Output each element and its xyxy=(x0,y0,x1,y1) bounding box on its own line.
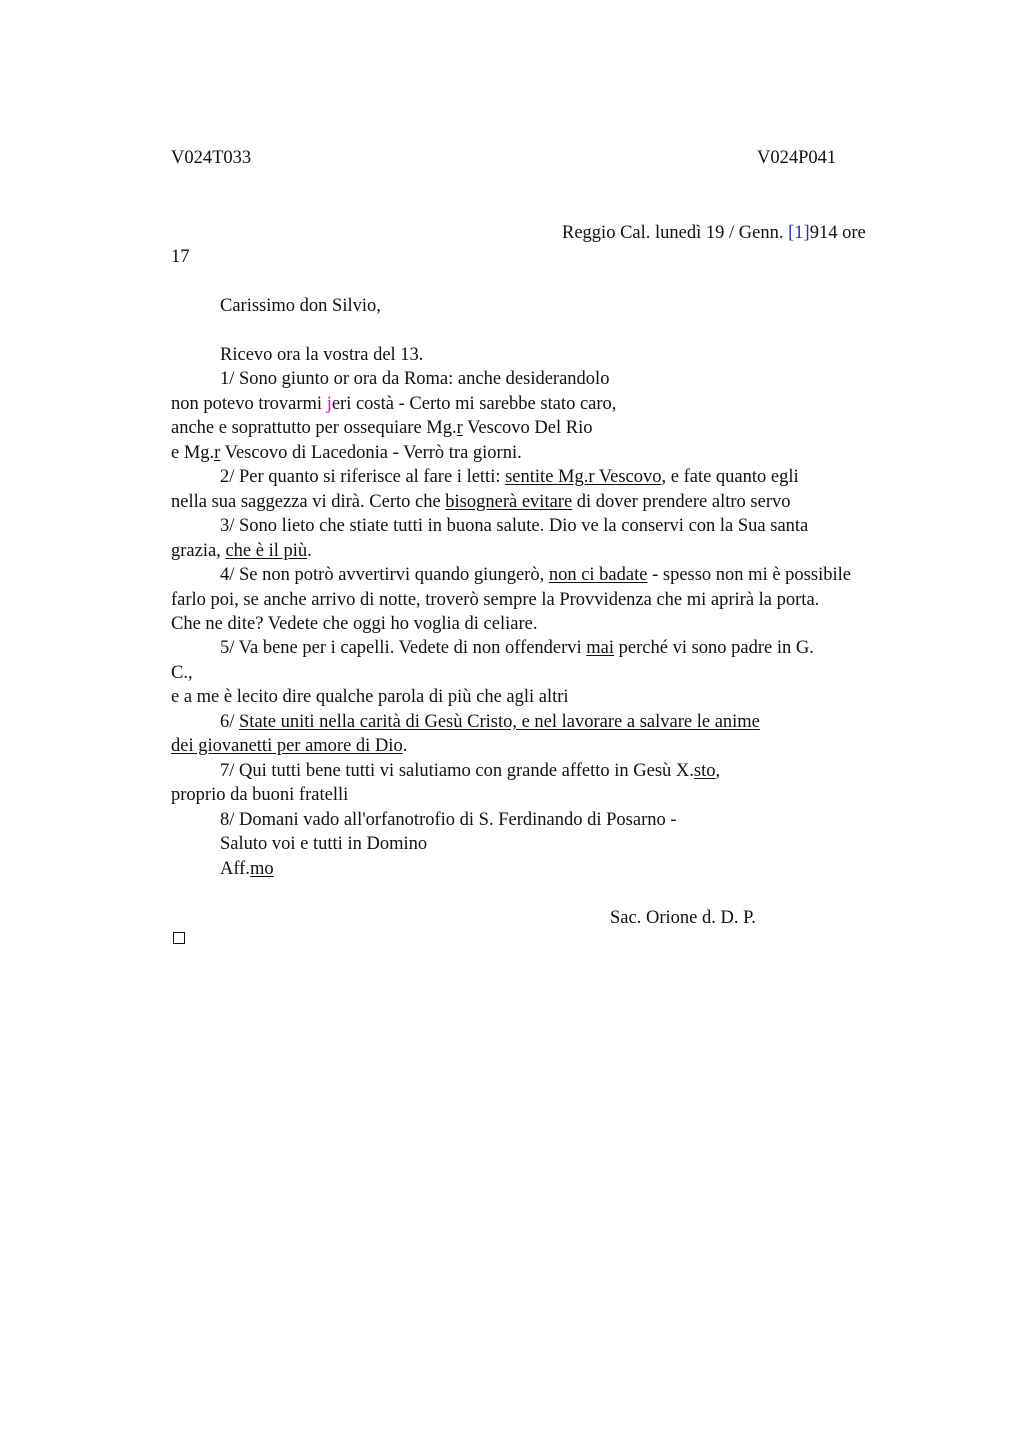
point-2-line-1: 2/ Per quanto si riferisce al fare i letti: sentite Mg.r Vescovo, e fate quanto egli xyxy=(220,467,799,487)
point-5-line-2: C., xyxy=(171,663,193,683)
dateline-hour: 17 xyxy=(171,247,190,267)
point-6-line-2: dei giovanetti per amore di Dio. xyxy=(171,736,408,756)
point-3-line-2: grazia, che è il più. xyxy=(171,541,312,561)
point-1-line-4: e Mg.r Vescovo di Lacedonia - Verrò tra giorni. xyxy=(171,443,522,463)
salutation: Carissimo don Silvio, xyxy=(220,296,381,316)
end-marker-square xyxy=(173,932,185,944)
archive-code-left: V024T033 xyxy=(171,148,252,168)
point-2-line-2: nella sua saggezza vi dirà. Certo che bisognerà evitare di dover prendere altro servo xyxy=(171,492,791,512)
point-3-line-1: 3/ Sono lieto che stiate tutti in buona salute. Dio ve la conservi con la Sua santa xyxy=(220,516,809,536)
point-1-line-2: non potevo trovarmi jeri costà - Certo mi sarebbe stato caro, xyxy=(171,394,617,414)
dateline: Reggio Cal. lunedì 19 / Genn. [1]914 ore xyxy=(562,223,866,243)
point-6-line-1: 6/ State uniti nella carità di Gesù Cristo, e nel lavorare a salvare le anime xyxy=(220,712,760,732)
point-5-line-1: 5/ Va bene per i capelli. Vedete di non offendervi mai perché vi sono padre in G. xyxy=(220,638,814,658)
point-4-line-1: 4/ Se non potrò avvertirvi quando giungerò, non ci badate - spesso non mi è possibile xyxy=(220,565,851,585)
point-1-line-1: 1/ Sono giunto or ora da Roma: anche desiderandolo xyxy=(220,369,610,389)
greeting-line: Saluto voi e tutti in Domino xyxy=(220,834,428,854)
archive-code-right: V024P041 xyxy=(757,148,837,168)
point-7-line-2: proprio da buoni fratelli xyxy=(171,785,349,805)
point-5-line-3: e a me è lecito dire qualche parola di più che agli altri xyxy=(171,687,569,707)
signature: Sac. Orione d. D. P. xyxy=(610,908,756,928)
point-8-line-1: 8/ Domani vado all'orfanotrofio di S. Ferdinando di Posarno - xyxy=(220,810,677,830)
closing-line: Aff.mo xyxy=(220,859,274,879)
point-4-line-3: Che ne dite? Vedete che oggi ho voglia di celiare. xyxy=(171,614,538,634)
intro-line: Ricevo ora la vostra del 13. xyxy=(220,345,424,365)
point-4-line-2: farlo poi, se anche arrivo di notte, troverò sempre la Provvidenza che mi aprirà la porta. xyxy=(171,590,820,610)
point-7-line-1: 7/ Qui tutti bene tutti vi salutiamo con grande affetto in Gesù X.sto, xyxy=(220,761,721,781)
point-1-line-3: anche e soprattutto per ossequiare Mg.r Vescovo Del Rio xyxy=(171,418,593,438)
